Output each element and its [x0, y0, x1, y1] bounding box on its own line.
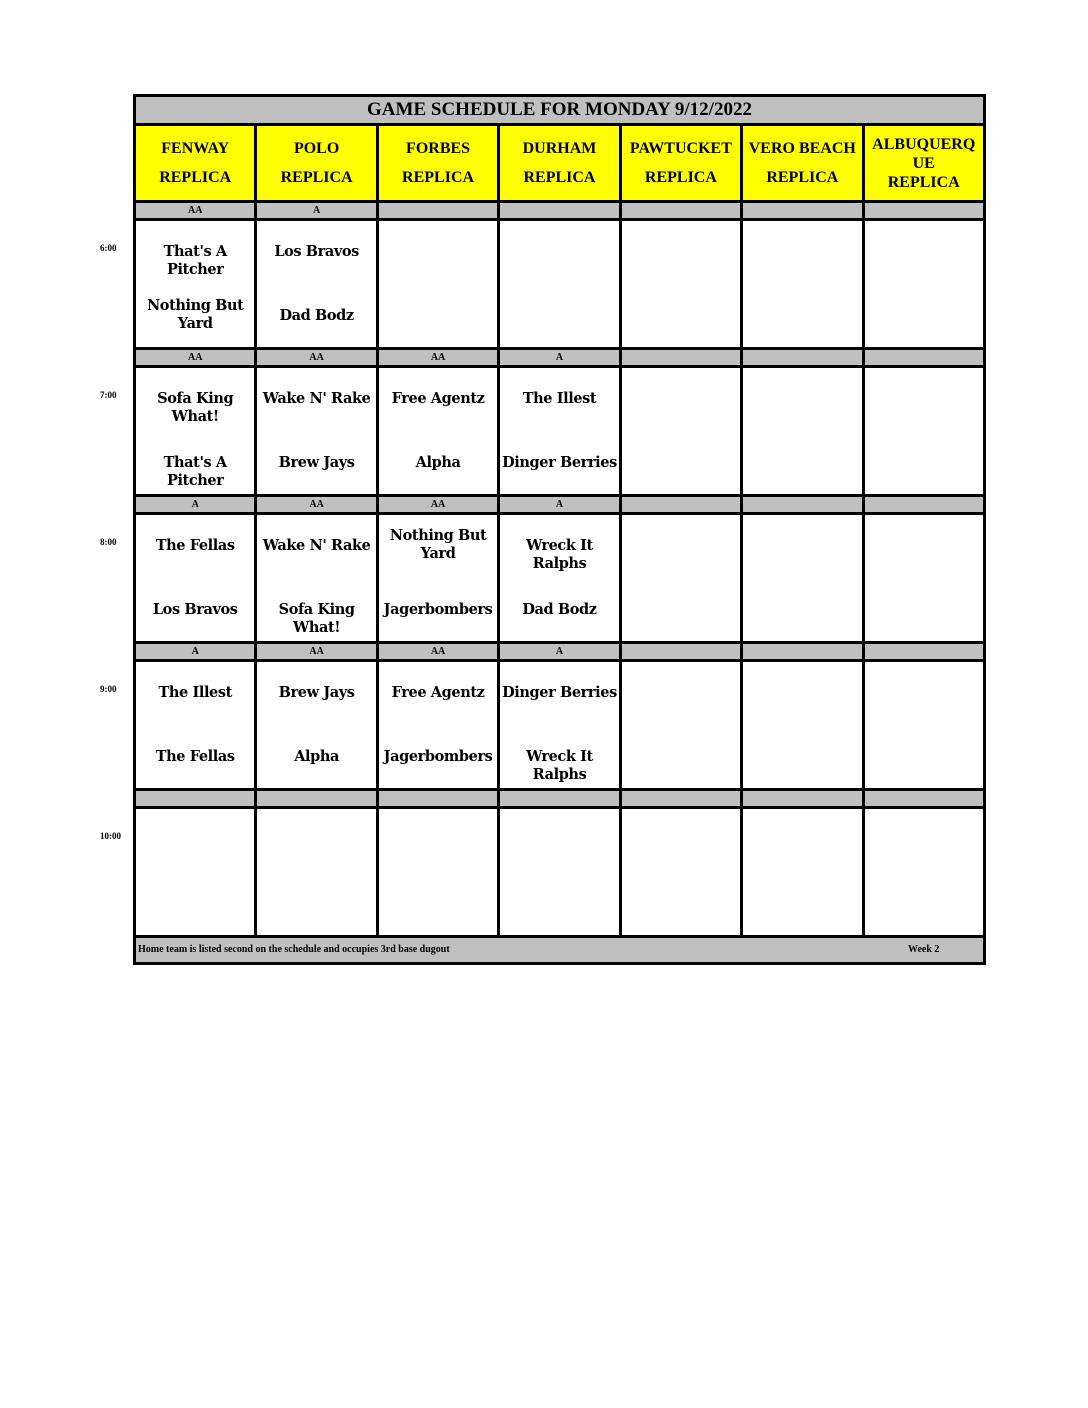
game-cell: [743, 515, 864, 641]
game-cell: [500, 368, 621, 494]
home-team: Brew Jays: [278, 454, 355, 471]
field-header-polo: [257, 126, 378, 200]
division-level: [136, 791, 257, 806]
away-team: Free Agentz: [391, 390, 485, 407]
week-label: Week 2: [908, 944, 940, 955]
division-level: [379, 203, 500, 218]
home-team: Dinger Berries: [502, 454, 617, 471]
field-header-durham: [500, 126, 621, 200]
schedule-sheet: [133, 94, 986, 965]
game-cell: [257, 368, 378, 494]
game-cell: [500, 221, 621, 347]
division-level: [743, 791, 864, 806]
game-cell: [379, 368, 500, 494]
away-team: Nothing But Yard: [389, 527, 487, 562]
division-level: [865, 497, 983, 512]
game-cell: [136, 221, 257, 347]
division-level: A: [500, 497, 621, 512]
division-level: AA: [379, 497, 500, 512]
game-cell: [379, 662, 500, 788]
field-header-row: [136, 126, 983, 203]
game-cell: [865, 368, 983, 494]
division-level: AA: [379, 350, 500, 365]
time-slot-row: [136, 662, 983, 791]
division-level: A: [500, 644, 621, 659]
home-team: Wreck It Ralphs: [526, 748, 593, 783]
game-cell: [257, 515, 378, 641]
game-cell: [379, 809, 500, 935]
time-slot-row: [136, 221, 983, 350]
game-cell: [865, 221, 983, 347]
away-team: Sofa King What!: [157, 390, 234, 425]
home-team: That's A Pitcher: [163, 454, 227, 489]
division-level: AA: [257, 644, 378, 659]
away-team: Brew Jays: [278, 684, 355, 701]
field-name: VERO BEACH: [748, 140, 856, 157]
division-level: A: [500, 350, 621, 365]
division-level: AA: [257, 497, 378, 512]
game-cell: [622, 809, 743, 935]
division-level: A: [136, 497, 257, 512]
field-name: FORBES: [406, 140, 471, 157]
division-level: AA: [257, 350, 378, 365]
home-team: Nothing But Yard: [146, 297, 244, 332]
home-team: Dad Bodz: [522, 601, 597, 618]
division-level: [622, 644, 743, 659]
field-name: ALBUQUERQUE: [872, 135, 976, 172]
field-header-albuquerque: [865, 126, 983, 200]
division-level: A: [257, 203, 378, 218]
game-cell: [136, 809, 257, 935]
division-level: [743, 644, 864, 659]
level-row: [136, 644, 983, 662]
game-cell: [743, 809, 864, 935]
away-team: Wake N' Rake: [262, 390, 371, 407]
field-type: REPLICA: [766, 169, 839, 186]
home-team: Jagerbombers: [383, 601, 493, 618]
division-level: [865, 203, 983, 218]
game-cell: [622, 221, 743, 347]
field-type: REPLICA: [887, 173, 960, 191]
field-name: PAWTUCKET: [629, 140, 732, 157]
home-team-note: Home team is listed second on the schedule and occupies 3rd base dugout: [138, 944, 450, 955]
time-slot-row: [136, 809, 983, 938]
home-team: Jagerbombers: [383, 748, 493, 765]
division-level: [865, 350, 983, 365]
home-team: Alpha: [415, 454, 461, 471]
field-name: DURHAM: [522, 140, 597, 157]
away-team: That's A Pitcher: [163, 243, 227, 278]
time-slot-row: [136, 368, 983, 497]
field-type: REPLICA: [280, 169, 353, 186]
game-cell: [865, 515, 983, 641]
game-cell: [500, 662, 621, 788]
level-row: [136, 203, 983, 221]
away-team: The Illest: [522, 390, 597, 407]
division-level: [622, 203, 743, 218]
time-slots: [136, 203, 983, 938]
game-cell: [257, 662, 378, 788]
field-header-pawtucket: [622, 126, 743, 200]
home-team: The Fellas: [155, 748, 235, 765]
time-label: 8:00: [100, 537, 117, 547]
game-cell: [743, 221, 864, 347]
division-level: [743, 350, 864, 365]
level-row: [136, 791, 983, 809]
time-label: 10:00: [100, 831, 121, 841]
game-cell: [622, 515, 743, 641]
field-name: POLO: [293, 140, 340, 157]
away-team: Wreck It Ralphs: [526, 537, 593, 572]
game-cell: [257, 809, 378, 935]
away-team: Free Agentz: [391, 684, 485, 701]
game-cell: [257, 221, 378, 347]
field-header-vero-beach: [743, 126, 864, 200]
division-level: [622, 350, 743, 365]
game-cell: [500, 809, 621, 935]
game-cell: [622, 662, 743, 788]
division-level: [622, 497, 743, 512]
field-type: REPLICA: [523, 169, 596, 186]
division-level: [865, 791, 983, 806]
field-type: REPLICA: [159, 169, 232, 186]
game-cell: [865, 662, 983, 788]
game-cell: [743, 662, 864, 788]
field-type: REPLICA: [402, 169, 475, 186]
game-cell: [500, 515, 621, 641]
game-cell: [743, 368, 864, 494]
field-type: REPLICA: [644, 169, 717, 186]
time-slot-row: [136, 515, 983, 644]
division-level: [743, 203, 864, 218]
away-team: The Fellas: [155, 537, 235, 554]
away-team: Los Bravos: [274, 243, 359, 260]
field-name: FENWAY: [161, 140, 230, 157]
away-team: Wake N' Rake: [262, 537, 371, 554]
game-cell: [136, 515, 257, 641]
home-team: Alpha: [294, 748, 340, 765]
division-level: A: [136, 644, 257, 659]
division-level: [622, 791, 743, 806]
home-team: Sofa King What!: [278, 601, 355, 636]
schedule-title: GAME SCHEDULE FOR MONDAY 9/12/2022: [136, 97, 983, 126]
division-level: [500, 203, 621, 218]
time-label: 6:00: [100, 243, 117, 253]
home-team: Los Bravos: [152, 601, 238, 618]
field-header-fenway: [136, 126, 257, 200]
game-cell: [379, 515, 500, 641]
division-level: [500, 791, 621, 806]
game-cell: [136, 368, 257, 494]
division-level: AA: [379, 644, 500, 659]
division-level: [743, 497, 864, 512]
division-level: AA: [136, 203, 257, 218]
field-header-forbes: [379, 126, 500, 200]
schedule-footer: [136, 938, 983, 962]
division-level: AA: [136, 350, 257, 365]
game-cell: [136, 662, 257, 788]
level-row: [136, 350, 983, 368]
game-cell: [622, 368, 743, 494]
away-team: The Illest: [158, 684, 232, 701]
game-cell: [865, 809, 983, 935]
level-row: [136, 497, 983, 515]
division-level: [379, 791, 500, 806]
game-cell: [379, 221, 500, 347]
time-label: 7:00: [100, 390, 117, 400]
away-team: Dinger Berries: [502, 684, 617, 701]
home-team: Dad Bodz: [279, 307, 354, 324]
division-level: [257, 791, 378, 806]
time-label: 9:00: [100, 684, 117, 694]
division-level: [865, 644, 983, 659]
